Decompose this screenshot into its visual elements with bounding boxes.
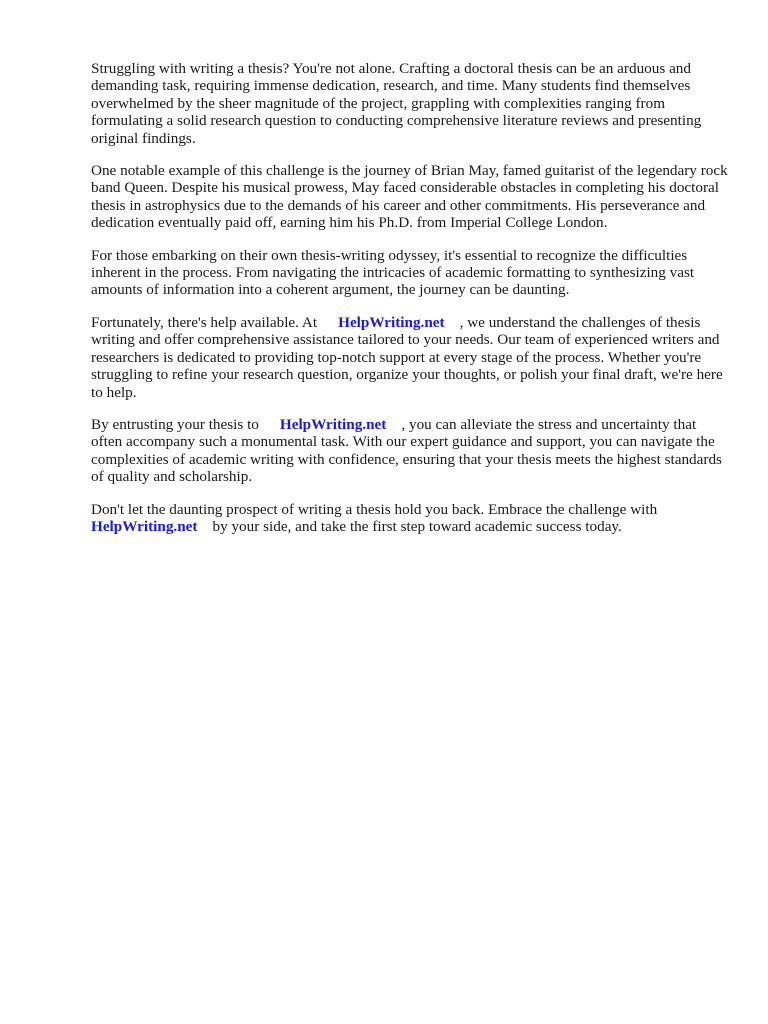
paragraph-brian-may: One notable example of this challenge is the journey of Brian May, famed guitarist of the legendary rock band Queen. Despite his musical prowess, May faced considerable obstacles in completing his doctoral thesis in astrophysics due to the demands of his career and other commitments. His perseverance and dedication eventually paid off, earning him his Ph.D. from Imperial College London. [91, 162, 728, 232]
paragraph-closing [91, 501, 731, 536]
paragraph-text-after-link: , we understand the challenges of thesis writing and offer comprehensive assistance tailored to your needs. Our team of experienced writers and researchers is dedicated to providing top-notch support at every stage of the process. Whether you're struggling to refine your research question, organize your thoughts, or polish your final draft, we're here to help. [91, 313, 723, 401]
paragraph-text-after-link: , you can alleviate the stress and uncertainty that often accompany such a monumental task. With our expert guidance and support, you can navigate the complexities of academic writing with confidence, ensuring that your thesis meets the highest standards of quality and scholarship. [91, 415, 722, 486]
helpwriting-link[interactable]: HelpWriting.net [91, 517, 198, 535]
paragraph-help-available [91, 314, 731, 401]
paragraph-entrusting [91, 416, 731, 486]
paragraph-text-before-link: Don't let the daunting prospect of writing a thesis hold you back. Embrace the challenge with [91, 500, 658, 518]
paragraph-text-after-link: by your side, and take the first step toward academic success today. [212, 517, 622, 535]
paragraph-text-before-link: Fortunately, there's help available. At [91, 313, 318, 331]
paragraph-difficulties: For those embarking on their own thesis-writing odyssey, it's essential to recognize the difficulties inherent in the process. From navigating the intricacies of academic formatting to synthesizing vast amounts of information into a coherent argument, the journey can be daunting. [91, 246, 695, 299]
document-body [91, 60, 731, 550]
helpwriting-link[interactable]: HelpWriting.net [279, 415, 387, 433]
paragraph-text-before-link: By entrusting your thesis to [91, 415, 259, 433]
paragraph-intro: Struggling with writing a thesis? You're not alone. Crafting a doctoral thesis can be an arduous and demanding task, requiring immense dedication, research, and time. Many students find themselves overwhelmed by the sheer magnitude of the project, grappling with complexities ranging from formulating a solid research question to conducting comprehensive literature reviews and presenting original findings. [91, 60, 702, 147]
helpwriting-link[interactable]: HelpWriting.net [338, 313, 445, 331]
